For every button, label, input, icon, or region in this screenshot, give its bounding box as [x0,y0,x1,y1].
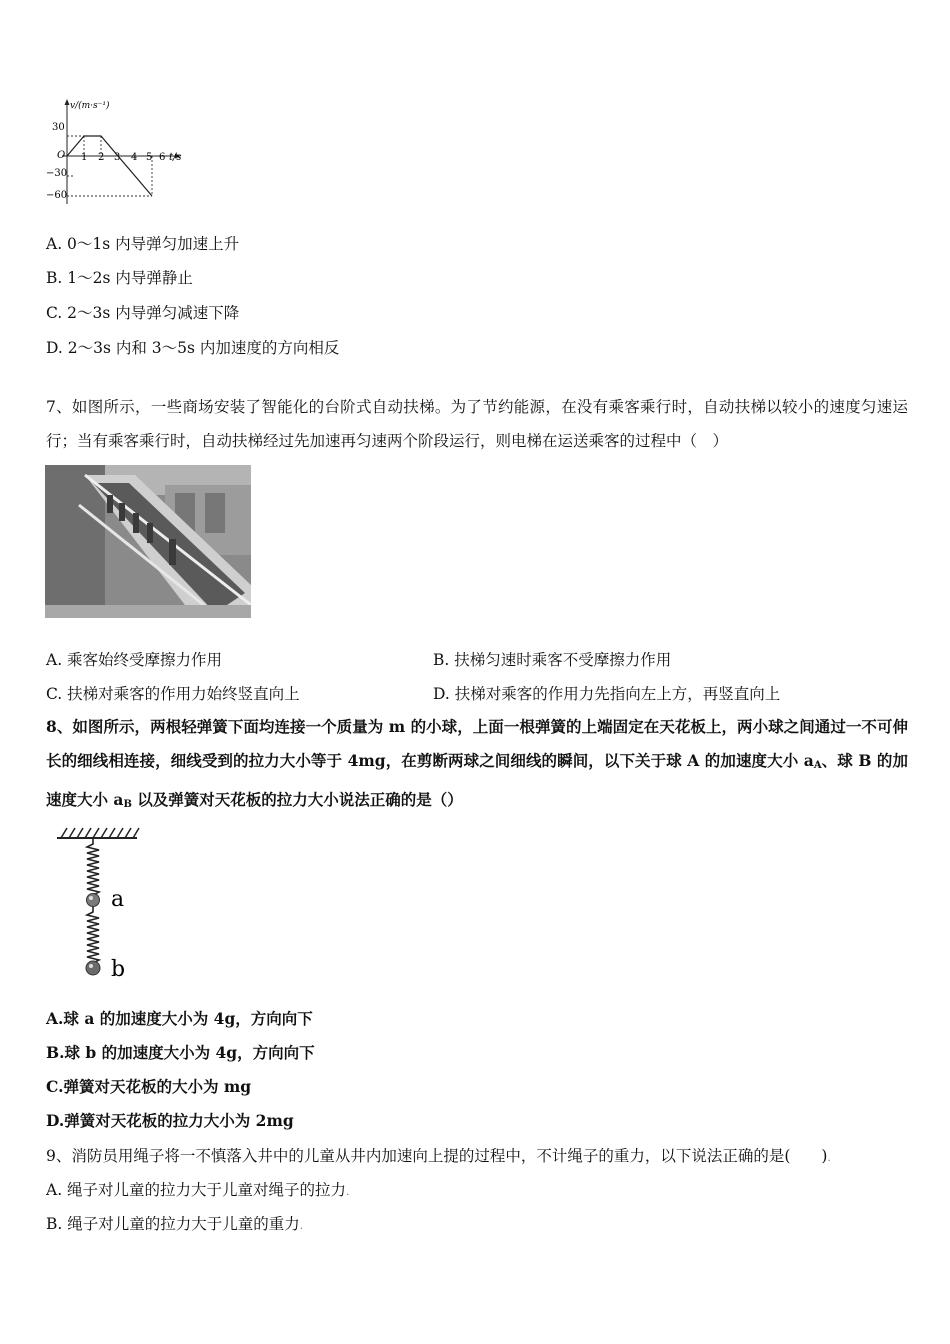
ball-b-label: b [111,957,126,982]
x-tick-label: 4 [131,152,138,163]
q9-option-a-text: A. 绳子对儿童的拉力大于儿童对绳子的拉力 [46,1181,347,1199]
velocity-time-graph [40,92,200,207]
q9-option-a [46,1180,349,1203]
q9-stem-text: 9、消防员用绳子将一不慎落入井中的儿童从井内加速向上提的过程中，不计绳子的重力，以下说法正确的是( ) [46,1147,828,1165]
q9-option-b [46,1214,303,1237]
x-tick-label: 1 [81,152,88,163]
q9-stem [46,1146,831,1169]
q8-stem-text: 以及弹簧对天花板的拉力大小说法正确的是（） [131,790,463,809]
velocity-series-line [67,136,152,196]
q6-option-d: D. 2～3s 内和 3～5s 内加速度的方向相反 [46,339,340,357]
spring-ball-figure [55,826,145,986]
y-tick-label: 30 [52,122,65,133]
q8-option-c: C.弹簧对天花板的大小为 mg [46,1077,252,1096]
q8-stem-text: 8、如图所示，两根轻弹簧下面均连接一个质量为 m 的小球，上面一根弹簧的上端固定在天花板上，两小球之间通过一不可伸长的细线相连接，细线受到的拉力大小等于 4mg，在剪断两球之间细线的瞬间，以下关于球 A 的加速度大小 a [46,717,908,770]
subscript-a: A [813,760,822,771]
guide-lines [67,136,152,196]
q6-option-b: B. 1～2s 内导弹静止 [46,269,193,287]
q7-option-d: D. 扶梯对乘客的作用力先指向左上方，再竖直向上 [433,685,781,703]
q8-stem-text: 、球 B 的加速度大小 a [46,751,908,809]
trailing-dot: . [346,1187,350,1198]
trailing-dot: . [299,1221,303,1232]
y-tick-label: −60 [46,190,68,201]
q8-option-d: D.弹簧对天花板的拉力大小为 2mg [46,1111,294,1130]
q7-option-b: B. 扶梯匀速时乘客不受摩擦力作用 [433,651,672,669]
y-tick-label: −30 [46,168,68,179]
q6-option-c: C. 2～3s 内导弹匀减速下降 [46,304,240,322]
x-tick-label: 3 [114,152,121,163]
q9-option-b-text: B. 绳子对儿童的拉力大于儿童的重力 [46,1215,300,1233]
ball-a-label: a [111,887,125,912]
subscript-b: B [123,799,132,810]
y-axis-arrow [65,99,70,105]
q6-option-a: A. 0～1s 内导弹匀加速上升 [46,235,240,253]
q8-stem [46,710,908,822]
escalator-photo [45,465,251,618]
q7-option-a: A. 乘客始终受摩擦力作用 [46,651,223,669]
x-axis-label: t/s [169,152,182,163]
q8-option-a: A.球 a 的加速度大小为 4g，方向向下 [46,1009,313,1028]
x-tick-label: 5 [146,152,153,163]
x-tick-label: 2 [98,152,105,163]
q7-option-c: C. 扶梯对乘客的作用力始终竖直向上 [46,685,300,703]
origin-label: O [57,150,66,161]
y-axis-label: v/(m·s⁻¹) [70,101,110,111]
q7-stem: 7、如图所示，一些商场安装了智能化的台阶式自动扶梯。为了节约能源，在没有乘客乘行时，自动扶梯以较小的速度匀速运行；当有乘客乘行时，自动扶梯经过先加速再匀速两个阶段运行，则电梯在运送乘客的过程中（ ） [46,398,908,450]
trailing-dot: . [827,1153,831,1164]
q8-option-b: B.球 b 的加速度大小为 4g，方向向下 [46,1043,315,1062]
x-tick-label: 6 [159,152,166,163]
